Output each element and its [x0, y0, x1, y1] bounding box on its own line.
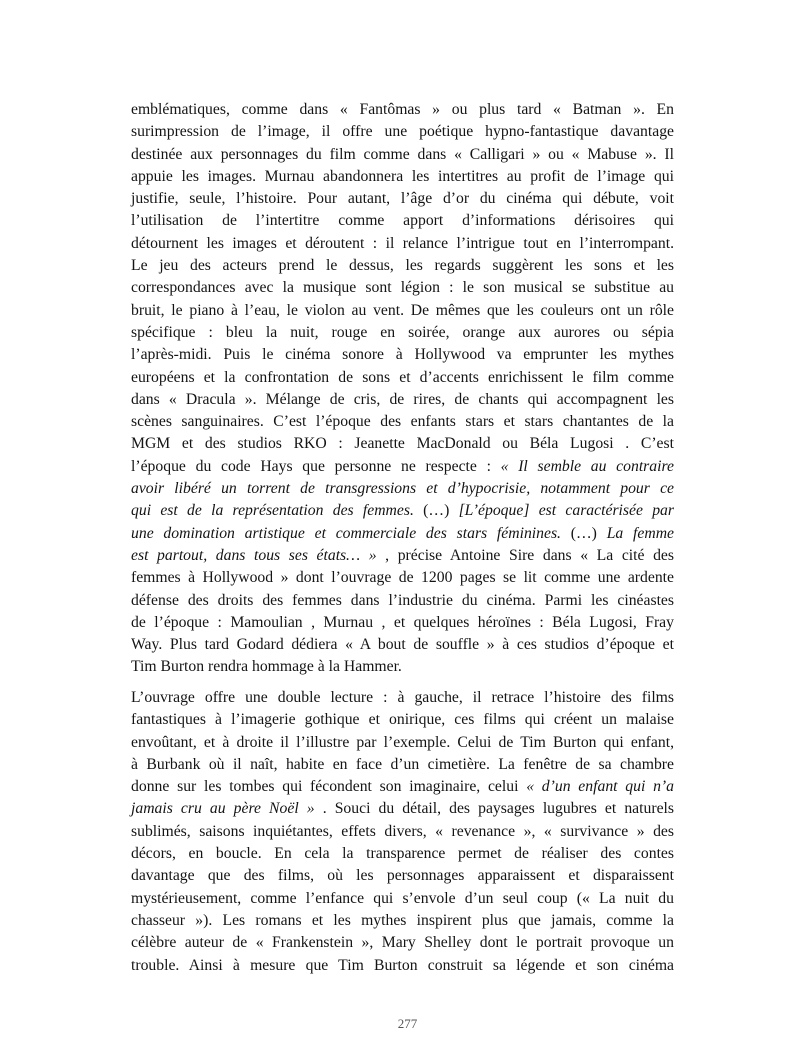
text-line [131, 821, 674, 843]
quoted-text: une domination artistique et commerciale des stars féminines. [131, 524, 561, 542]
text-line [131, 233, 674, 255]
text-line [131, 634, 674, 656]
text-line [131, 656, 674, 678]
text-line [131, 210, 674, 232]
body-text: trouble. Ainsi à mesure que Tim Burton construit sa légende et son cinéma [131, 956, 674, 974]
body-text: envoûtant, et à droite il l’illustre par l’exemple. Celui de Tim Burton qui enfant, [131, 733, 674, 751]
text-line [131, 255, 674, 277]
body-text: L’ouvrage offre une double lecture : à gauche, il retrace l’histoire des films [131, 689, 674, 706]
quoted-text: [L’époque] est caractérisée par [458, 502, 674, 520]
text-line [131, 709, 674, 731]
body-text: (…) [413, 502, 459, 520]
body-text: donne sur les tombes qui fécondent son imaginaire, celui [131, 778, 527, 796]
text-line [131, 687, 674, 709]
quoted-text: est partout, dans tous ses états… » [131, 546, 377, 564]
quoted-text: jamais cru au père Noël » [131, 800, 315, 818]
text-line [131, 166, 674, 188]
body-text: dans « Dracula ». Mélange de cris, de rires, de chants qui accompagnent les [131, 390, 674, 408]
text-line [131, 144, 674, 166]
body-text: emblématiques, comme dans « Fantômas » ou plus tard « Batman ». En [131, 101, 674, 118]
paragraph-hollywood-history [131, 99, 674, 679]
quoted-text: « d’un enfant qui n’a [526, 778, 674, 796]
body-text: décors, en boucle. En cela la transparence permet de réaliser des contes [131, 845, 674, 863]
text-line [131, 121, 674, 143]
body-text: européens et la confrontation de sons et d’accents enrichissent le film comme [131, 368, 674, 386]
text-line [131, 798, 674, 820]
text-line [131, 456, 674, 478]
body-text: bruit, le piano à l’eau, le violon au vent. De mêmes que les couleurs ont un rôle [131, 301, 674, 319]
body-text: défense des droits des femmes dans l’industrie du cinéma. Parmi les cinéastes [131, 591, 674, 609]
body-text: . Souci du détail, des paysages lugubres et naturels [314, 800, 674, 818]
page-number: 277 [397, 1016, 418, 1031]
text-line [131, 433, 674, 455]
text-line [131, 99, 674, 121]
text-line [131, 910, 674, 932]
body-text: Le jeu des acteurs prend le dessus, les regards suggèrent les sons et les [131, 257, 674, 275]
text-line [131, 732, 674, 754]
body-text: l’époque du code Hays que personne ne respecte : [131, 457, 501, 475]
body-text: MGM et des studios RKO : Jeanette MacDonald ou Béla Lugosi . C’est [131, 435, 674, 453]
text-line [131, 344, 674, 366]
paragraph-tim-burton [131, 687, 674, 977]
body-text: (…) [560, 524, 607, 542]
body-text: Tim Burton rendra hommage à la Hammer. [131, 658, 402, 676]
body-text: appuie les images. Murnau abandonnera les intertitres au profit de l’image qui [131, 167, 674, 185]
text-line [131, 277, 674, 299]
body-text: davantage que des films, où les personnages apparaissent et disparaissent [131, 867, 674, 885]
quoted-text: « Il semble au contraire [500, 457, 674, 475]
body-text: justifie, seule, l’histoire. Pour autant, l’âge d’or du cinéma qui débute, voit [131, 190, 674, 208]
quoted-text: La femme [606, 524, 674, 542]
body-text: fantastiques à l’imagerie gothique et onirique, ces films qui créent un malaise [131, 711, 674, 729]
text-line [131, 888, 674, 910]
quoted-text: avoir libéré un torrent de transgressions et d’hypocrisie, notamment pour ce [131, 480, 674, 498]
body-text: surimpression de l’image, il offre une poétique hypno-fantastique davantage [131, 123, 674, 141]
text-line [131, 932, 674, 954]
quoted-text: qui est de la représentation des femmes. [131, 502, 414, 520]
text-line [131, 545, 674, 567]
text-line [131, 300, 674, 322]
text-line [131, 754, 674, 776]
text-line [131, 389, 674, 411]
body-text: spécifique : bleu la nuit, rouge en soirée, orange aux aurores ou sépia [131, 323, 674, 341]
text-line [131, 188, 674, 210]
body-text: destinée aux personnages du film comme dans « Calligari » ou « Mabuse ». Il [131, 145, 674, 163]
text-line [131, 411, 674, 433]
text-line [131, 612, 674, 634]
body-text: correspondances avec la musique sont légion : le son musical se substitue au [131, 279, 674, 297]
body-text: mystérieusement, comme l’enfance qui s’envole d’un seul coup (« La nuit du [131, 889, 674, 907]
text-line [131, 865, 674, 887]
body-text: chasseur »). Les romans et les mythes inspirent plus que jamais, comme la [131, 911, 674, 929]
body-text: , précise Antoine Sire dans « La cité des [376, 546, 674, 564]
body-text: célèbre auteur de « Frankenstein », Mary Shelley dont le portrait provoque un [131, 934, 674, 952]
body-text: l’utilisation de l’intertitre comme apport d’informations dérisoires qui [131, 212, 674, 230]
text-line [131, 776, 674, 798]
text-line [131, 322, 674, 344]
text-line [131, 843, 674, 865]
text-line [131, 523, 674, 545]
body-text: Way. Plus tard Godard dédiera « A bout de souffle » à ces studios d’époque et [131, 636, 674, 654]
body-text: l’après-midi. Puis le cinéma sonore à Hollywood va emprunter les mythes [131, 346, 674, 364]
text-line [131, 367, 674, 389]
body-text: femmes à Hollywood » dont l’ouvrage de 1200 pages se lit comme une ardente [131, 569, 674, 587]
body-text: de l’époque : Mamoulian , Murnau , et quelques héroïnes : Béla Lugosi, Fray [131, 613, 674, 631]
body-text: détournent les images et déroutent : il relance l’intrigue tout en l’interrompant. [131, 234, 674, 252]
text-line [131, 590, 674, 612]
body-text: scènes sanguinaires. C’est l’époque des enfants stars et stars chantantes de la [131, 413, 674, 431]
text-line [131, 500, 674, 522]
text-line [131, 478, 674, 500]
body-text: à Burbank où il naît, habite en face d’un cimetière. La fenêtre de sa chambre [131, 755, 674, 773]
text-line [131, 567, 674, 589]
text-line [131, 955, 674, 977]
body-text: sublimés, saisons inquiétantes, effets divers, « revenance », « survivance » des [131, 822, 674, 840]
